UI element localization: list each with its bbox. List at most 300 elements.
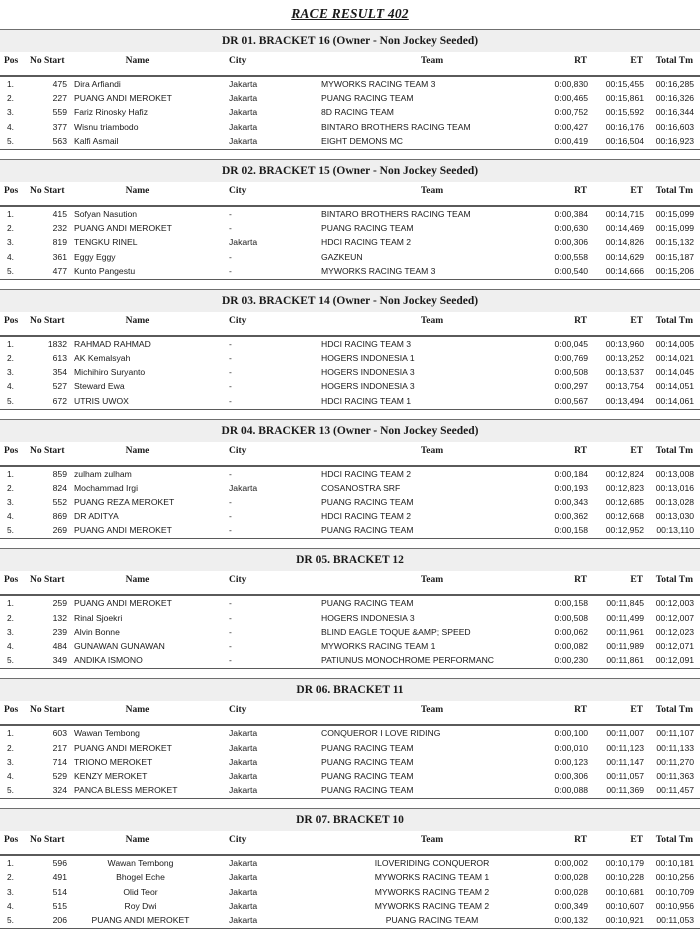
cell-rt: 0:00,362 [554,511,588,522]
cell-et: 00:14,629 [605,251,644,262]
cell-team: PUANG RACING TEAM [321,785,414,796]
cell-rt: 0:00,343 [554,497,588,507]
cell-rt: 0:00,028 [554,886,588,897]
cell-total-tm: 00:13,016 [655,482,694,493]
cell-total-tm: 00:15,132 [655,237,694,248]
table-row [0,393,700,408]
cell-et: 00:13,537 [605,367,644,378]
cell-rt: 0:00,230 [554,655,588,666]
cell-no-start: 491 [52,872,67,883]
section-divider [0,149,700,150]
column-header-name: Name [74,571,229,595]
table-header-row [0,442,700,466]
cell-name: Bhogel Eche [116,872,165,883]
section-heading: DR 03. BRACKET 14 (Owner - Non Jockey Seeded) [0,289,700,312]
cell-total-tm: 00:12,007 [655,612,694,623]
cell-pos: 3. [7,756,14,767]
column-header-name: Name [74,701,229,725]
cell-pos: 2. [7,742,14,753]
cell-rt: 0:00,082 [554,641,588,652]
cell-rt: 0:00,384 [554,208,588,219]
cell-pos: 2. [7,872,14,883]
cell-name: KENZY MEROKET [74,770,148,781]
table-row [0,870,700,884]
cell-name: Wisnu triambodo [74,121,139,132]
cell-name: Kalfi Asmail [74,135,119,146]
cell-total-tm: 00:12,003 [655,598,694,609]
cell-pos: 5. [7,395,14,406]
cell-total-tm: 00:14,021 [655,352,694,363]
cell-rt: 0:00,830 [554,79,588,90]
table-row [0,351,700,365]
cell-rt: 0:00,088 [554,785,588,796]
result-section [0,29,700,150]
column-header-no-start: No Start [30,571,74,595]
cell-rt: 0:00,630 [554,223,588,234]
cell-name: Fariz Rinosky Hafiz [74,107,149,118]
cell-team: PUANG RACING TEAM [321,742,414,753]
cell-total-tm: 00:15,099 [655,208,694,219]
results-table [0,701,700,798]
column-header-no-start: No Start [30,52,74,76]
cell-name: PUANG ANDI MEROKET [91,914,190,925]
column-header-et: ET [599,571,653,595]
cell-total-tm: 00:11,133 [656,742,694,753]
cell-total-tm: 00:13,030 [655,511,694,522]
cell-name: PUANG REZA MEROKET [74,497,175,507]
cell-name: PUANG ANDI MEROKET [74,742,172,753]
cell-city: - [229,223,232,234]
column-header-no-start: No Start [30,312,74,336]
cell-et: 00:13,960 [605,338,644,349]
cell-pos: 4. [7,641,14,652]
column-header-et: ET [599,312,653,336]
table-row [0,639,700,653]
cell-team: PUANG RACING TEAM [321,93,414,104]
table-row [0,235,700,249]
cell-city: Jakarta [229,785,258,796]
cell-total-tm: 00:11,270 [656,756,694,767]
cell-rt: 0:00,752 [554,107,588,118]
cell-no-start: 596 [52,858,67,869]
cell-city: - [229,265,232,276]
cell-pos: 1. [7,338,14,349]
column-header-team: Team [321,701,543,725]
cell-city: Jakarta [229,900,258,911]
cell-total-tm: 00:14,061 [655,395,694,406]
cell-no-start: 227 [52,93,67,104]
results-table [0,571,700,668]
cell-no-start: 1832 [47,338,67,349]
column-header-total-tm: Total Tm [653,831,700,855]
column-header-et: ET [599,701,653,725]
cell-total-tm: 00:11,107 [656,728,694,739]
table-row [0,625,700,639]
table-row [0,913,700,928]
results-table [0,312,700,409]
table-header-row [0,182,700,206]
cell-et: 00:11,123 [606,742,644,753]
column-header-team: Team [321,831,543,855]
cell-pos: 5. [7,135,14,146]
cell-team: CONQUEROR I LOVE RIDING [321,728,441,739]
column-header-team: Team [321,182,543,206]
cell-no-start: 672 [52,395,67,406]
table-row [0,221,700,235]
column-header-total-tm: Total Tm [653,701,700,725]
table-header-row [0,312,700,336]
cell-et: 00:11,961 [606,626,644,637]
cell-city: - [229,367,232,378]
column-header-team: Team [321,442,543,466]
table-row [0,206,700,221]
cell-city: - [229,395,232,406]
cell-pos: 1. [7,598,14,609]
column-header-no-start: No Start [30,442,74,466]
cell-rt: 0:00,184 [554,468,588,479]
cell-no-start: 515 [52,900,67,911]
cell-rt: 0:00,558 [554,251,588,262]
cell-pos: 4. [7,770,14,781]
cell-team: MYWORKS RACING TEAM 3 [321,265,436,276]
cell-team: PUANG RACING TEAM [321,598,414,609]
cell-no-start: 217 [52,742,67,753]
cell-et: 00:13,754 [605,381,644,392]
column-header-total-tm: Total Tm [653,442,700,466]
cell-et: 00:16,176 [605,121,644,132]
column-header-rt: RT [543,571,599,595]
cell-city: Jakarta [229,770,258,781]
cell-pos: 4. [7,251,14,262]
cell-et: 00:11,845 [606,598,644,609]
cell-no-start: 349 [52,655,67,666]
cell-name: Rinal Sjoekri [74,612,123,623]
column-header-no-start: No Start [30,831,74,855]
cell-no-start: 552 [52,497,67,507]
cell-city: Jakarta [229,886,258,897]
cell-name: PUANG ANDI MEROKET [74,525,172,536]
cell-pos: 1. [7,208,14,219]
column-header-et: ET [599,831,653,855]
column-header-pos: Pos [0,442,30,466]
section-heading: DR 01. BRACKET 16 (Owner - Non Jockey Seeded) [0,29,700,52]
cell-rt: 0:00,132 [554,914,588,925]
table-row [0,884,700,898]
column-header-name: Name [74,831,229,855]
cell-total-tm: 00:14,051 [655,381,694,392]
section-heading: DR 04. BRACKER 13 (Owner - Non Jockey Seeded) [0,419,700,442]
cell-team: HDCI RACING TEAM 2 [321,468,412,479]
section-divider [0,279,700,280]
cell-total-tm: 00:13,028 [655,497,694,507]
cell-et: 00:11,369 [606,785,644,796]
cell-team: PUANG RACING TEAM [321,525,414,536]
cell-city: - [229,612,232,623]
table-header-row [0,701,700,725]
cell-team: HOGERS INDONESIA 3 [321,381,415,392]
cell-pos: 4. [7,511,14,522]
cell-pos: 5. [7,914,14,925]
column-header-city: City [229,312,321,336]
cell-name: PANCA BLESS MEROKET [74,785,178,796]
cell-team: HOGERS INDONESIA 1 [321,352,415,363]
cell-city: - [229,641,232,652]
cell-team: MYWORKS RACING TEAM 1 [374,872,490,883]
cell-no-start: 859 [52,468,67,479]
cell-total-tm: 00:16,603 [655,121,694,132]
cell-team: PATIUNUS MONOCHROME PERFORMANC [321,655,494,666]
column-header-rt: RT [543,701,599,725]
cell-et: 00:10,681 [605,886,644,897]
table-row [0,595,700,610]
cell-rt: 0:00,306 [554,770,588,781]
cell-city: - [229,381,232,392]
cell-total-tm: 00:16,326 [655,93,694,104]
section-divider [0,409,700,410]
cell-name: PUANG ANDI MEROKET [74,598,172,609]
section-divider [0,668,700,669]
table-row [0,481,700,495]
cell-team: MYWORKS RACING TEAM 1 [321,641,436,652]
cell-rt: 0:00,045 [554,338,588,349]
cell-total-tm: 00:10,181 [655,858,694,869]
cell-city: - [229,655,232,666]
cell-no-start: 529 [52,770,67,781]
column-header-total-tm: Total Tm [653,312,700,336]
column-header-pos: Pos [0,312,30,336]
table-row [0,336,700,351]
column-header-team: Team [321,312,543,336]
table-row [0,899,700,913]
cell-team: HOGERS INDONESIA 3 [321,367,415,378]
cell-team: ILOVERIDING CONQUEROR [374,858,490,869]
cell-rt: 0:00,349 [554,900,588,911]
cell-pos: 2. [7,482,14,493]
cell-city: - [229,208,232,219]
cell-total-tm: 00:15,099 [655,223,694,234]
cell-city: Jakarta [229,107,258,118]
cell-no-start: 869 [52,511,67,522]
cell-total-tm: 00:15,206 [655,265,694,276]
cell-team: COSANOSTRA SRF [321,482,401,493]
cell-pos: 4. [7,900,14,911]
cell-name: Roy Dwi [124,900,157,911]
cell-rt: 0:00,158 [554,525,588,536]
table-row [0,134,700,149]
table-row [0,379,700,393]
cell-name: GUNAWAN GUNAWAN [74,641,165,652]
cell-name: Kunto Pangestu [74,265,136,276]
cell-et: 00:15,592 [605,107,644,118]
cell-et: 00:10,607 [605,900,644,911]
cell-name: Sofyan Nasution [74,208,138,219]
cell-city: Jakarta [229,728,258,739]
column-header-no-start: No Start [30,182,74,206]
cell-pos: 2. [7,93,14,104]
cell-city: - [229,511,232,522]
table-row [0,120,700,134]
cell-name: DR ADITYA [74,511,119,522]
cell-name: Alvin Bonne [74,626,120,637]
column-header-city: City [229,831,321,855]
cell-total-tm: 00:13,008 [655,468,694,479]
cell-pos: 5. [7,785,14,796]
column-header-rt: RT [543,182,599,206]
cell-total-tm: 00:13,110 [656,525,694,536]
cell-no-start: 514 [52,886,67,897]
cell-name: Olid Teor [123,886,158,897]
cell-name: Michihiro Suryanto [74,367,146,378]
cell-total-tm: 00:15,187 [655,251,694,262]
cell-city: - [229,338,232,349]
column-header-et: ET [599,442,653,466]
cell-et: 00:11,057 [606,770,644,781]
table-header-row [0,571,700,595]
column-header-team: Team [321,52,543,76]
cell-total-tm: 00:12,023 [655,626,694,637]
table-row [0,495,700,509]
cell-team: BINTARO BROTHERS RACING TEAM [321,121,471,132]
cell-total-tm: 00:16,923 [655,135,694,146]
cell-no-start: 824 [52,482,67,493]
cell-team: HDCI RACING TEAM 2 [321,511,412,522]
column-header-rt: RT [543,831,599,855]
result-section [0,159,700,280]
cell-pos: 5. [7,265,14,276]
cell-no-start: 563 [52,135,67,146]
cell-total-tm: 00:10,956 [655,900,694,911]
cell-rt: 0:00,567 [554,395,588,406]
cell-team: PUANG RACING TEAM [385,914,479,925]
cell-city: Jakarta [229,93,258,104]
table-row [0,76,700,91]
page-title: RACE RESULT 402 [291,6,409,21]
cell-rt: 0:00,306 [554,237,588,248]
table-row [0,783,700,798]
cell-et: 00:11,499 [606,612,644,623]
cell-total-tm: 00:12,091 [655,655,694,666]
cell-et: 00:10,179 [605,858,644,869]
cell-name: Wawan Tembong [107,858,174,869]
cell-rt: 0:00,002 [554,858,588,869]
column-header-name: Name [74,182,229,206]
cell-name: Wawan Tembong [74,728,140,739]
table-row [0,740,700,754]
cell-no-start: 613 [52,352,67,363]
table-header-row [0,831,700,855]
cell-pos: 4. [7,381,14,392]
cell-no-start: 527 [52,381,67,392]
cell-no-start: 132 [52,612,67,623]
cell-pos: 5. [7,525,14,536]
cell-no-start: 714 [52,756,67,767]
column-header-et: ET [599,182,653,206]
cell-pos: 3. [7,497,14,507]
section-divider [0,538,700,539]
column-header-no-start: No Start [30,701,74,725]
cell-team: 8D RACING TEAM [321,107,394,118]
cell-pos: 3. [7,107,14,118]
cell-no-start: 361 [52,251,67,262]
cell-pos: 2. [7,223,14,234]
cell-total-tm: 00:11,457 [656,785,694,796]
table-row [0,249,700,263]
cell-et: 00:10,228 [605,872,644,883]
cell-city: Jakarta [229,914,258,925]
cell-et: 00:10,921 [605,914,644,925]
cell-et: 00:15,861 [605,93,644,104]
cell-et: 00:13,252 [605,352,644,363]
cell-city: Jakarta [229,742,258,753]
cell-pos: 1. [7,79,14,90]
cell-team: HDCI RACING TEAM 2 [321,237,412,248]
cell-rt: 0:00,193 [554,482,588,493]
cell-no-start: 415 [52,208,67,219]
cell-city: - [229,626,232,637]
cell-team: PUANG RACING TEAM [321,497,414,507]
cell-name: Dira Arfiandi [74,79,121,90]
cell-no-start: 206 [52,914,67,925]
cell-rt: 0:00,427 [554,121,588,132]
cell-pos: 1. [7,858,14,869]
column-header-rt: RT [543,52,599,76]
cell-team: MYWORKS RACING TEAM 3 [321,79,436,90]
column-header-city: City [229,571,321,595]
cell-name: AK Kemalsyah [74,352,131,363]
cell-rt: 0:00,540 [554,265,588,276]
result-section [0,678,700,799]
table-row [0,91,700,105]
cell-city: - [229,468,232,479]
cell-name: UTRIS UWOX [74,395,129,406]
cell-total-tm: 00:14,005 [655,338,694,349]
table-row [0,509,700,523]
cell-total-tm: 00:16,285 [655,79,694,90]
cell-rt: 0:00,465 [554,93,588,104]
column-header-name: Name [74,312,229,336]
cell-et: 00:16,504 [605,135,644,146]
cell-total-tm: 00:10,709 [655,886,694,897]
cell-name: Eggy Eggy [74,251,116,262]
column-header-pos: Pos [0,831,30,855]
cell-pos: 4. [7,121,14,132]
column-header-team: Team [321,571,543,595]
result-section [0,808,700,929]
table-row [0,725,700,740]
cell-rt: 0:00,010 [554,742,588,753]
cell-no-start: 377 [52,121,67,132]
cell-team: PUANG RACING TEAM [321,756,414,767]
cell-city: - [229,497,232,507]
cell-no-start: 239 [52,626,67,637]
cell-no-start: 477 [52,265,67,276]
cell-total-tm: 00:10,256 [655,872,694,883]
cell-et: 00:11,989 [606,641,644,652]
cell-pos: 3. [7,886,14,897]
cell-et: 00:14,666 [605,265,644,276]
cell-et: 00:12,824 [605,468,644,479]
cell-pos: 3. [7,367,14,378]
column-header-name: Name [74,52,229,76]
results-table [0,182,700,279]
column-header-pos: Pos [0,52,30,76]
cell-name: TRIONO MEROKET [74,756,153,767]
cell-city: - [229,352,232,363]
cell-city: - [229,251,232,262]
cell-no-start: 324 [52,785,67,796]
cell-et: 00:12,823 [605,482,644,493]
cell-et: 00:11,007 [606,728,644,739]
